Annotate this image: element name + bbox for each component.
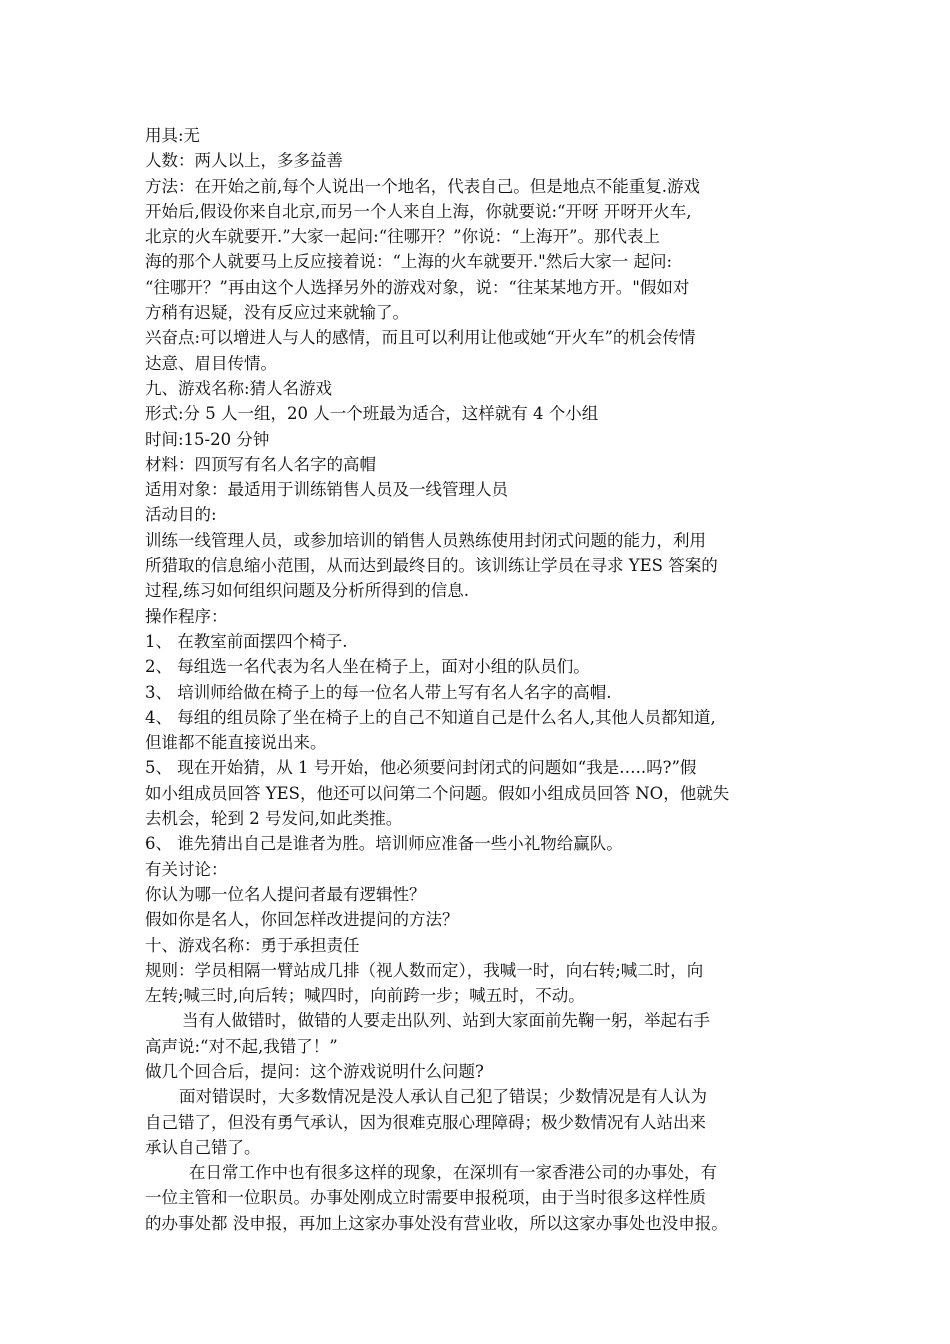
text-line: 有关讨论： <box>145 859 228 879</box>
list-item: 4、 每组的组员除了坐在椅子上的自己不知道自己是什么名人,其他人员都知道, <box>145 707 716 727</box>
text-line: 人数：两人以上，多多益善 <box>145 151 343 171</box>
text-line: 方稍有迟疑，没有反应过来就输了。 <box>145 303 409 323</box>
text-line: 如小组成员回答 YES，他还可以问第二个问题。假如小组成员回答 NO，他就失 <box>145 783 730 803</box>
text-line: 假如你是名人，你回怎样改进提问的方法？ <box>145 910 459 930</box>
text-line: 活动目的: <box>145 505 217 525</box>
list-item: 1、 在教室前面摆四个椅子. <box>145 631 348 651</box>
text-line: 一位主管和一位职员。办事处刚成立时需要申报税项，由于当时很多这样性质 <box>145 1188 706 1208</box>
text-line: 承认自己错了。 <box>145 1137 261 1157</box>
list-item: 2、 每组选一名代表为名人坐在椅子上，面对小组的队员们。 <box>145 657 590 677</box>
text-line: 达意、眉目传情。 <box>145 353 277 373</box>
document-body <box>145 123 825 1236</box>
text-line: 方法：在开始之前,每个人说出一个地名，代表自己。但是地点不能重复.游戏 <box>145 176 700 196</box>
paragraph-start: 面对错误时，大多数情况是没人承认自己犯了错误；少数情况是有人认为 <box>179 1087 707 1107</box>
text-line: 开始后,假设你来自北京,而另一个人来自上海，你就要说:“开呀 开呀开火车, <box>145 201 692 221</box>
text-line: 适用对象：最适用于训练销售人员及一线管理人员 <box>145 480 508 500</box>
text-line: 的办事处都 没申报，再加上这家办事处没有营业收，所以这家办事处也没申报。 <box>145 1213 728 1233</box>
list-item: 3、 培训师给做在椅子上的每一位名人带上写有名人名字的高帽. <box>145 682 612 702</box>
text-line: 规则：学员相隔一臂站成几排（视人数而定），我喊一时，向右转;喊二时，向 <box>145 960 704 980</box>
text-line: 但谁都不能直接说出来。 <box>145 733 327 753</box>
text-line: 所猎取的信息缩小范围，从而达到最终目的。该训练让学员在寻求 YES 答案的 <box>145 556 718 576</box>
paragraph-start: 当有人做错时，做错的人要走出队列、站到大家面前先鞠一躬，举起右手 <box>182 1011 710 1031</box>
section-heading: 十、游戏名称：勇于承担责任 <box>145 935 360 955</box>
text-line: 海的那个人就要马上反应接着说：“上海的火车就要开."然后大家一 起问: <box>145 252 673 272</box>
text-line: 自己错了，但没有勇气承认，因为很难克服心理障碍；极少数情况有人站出来 <box>145 1112 706 1132</box>
text-line: 操作程序： <box>145 606 228 626</box>
text-line: 左转;喊三时,向后转；喊四时，向前跨一步；喊五时，不动。 <box>145 986 585 1006</box>
list-item: 6、 谁先猜出自己是谁者为胜。培训师应准备一些小礼物给赢队。 <box>145 834 623 854</box>
text-line: 去机会，轮到 2 号发问,如此类推。 <box>145 809 403 829</box>
text-line: 北京的火车就要开.”大家一起问:“往哪开？”你说：“上海开”。那代表上 <box>145 227 660 247</box>
text-line: 过程,练习如何组织问题及分析所得到的信息. <box>145 581 469 601</box>
text-line: 形式:分 5 人一组，20 人一个班最为适合，这样就有 4 个小组 <box>145 404 599 424</box>
text-line: 做几个回合后，提问：这个游戏说明什么问题? <box>145 1061 484 1081</box>
text-line: “往哪开？”再由这个人选择另外的游戏对象，说：“往某某地方开。"假如对 <box>145 277 690 297</box>
text-line: 时间:15-20 分钟 <box>145 429 270 449</box>
text-line: 用具:无 <box>145 126 201 145</box>
paragraph-start: 在日常工作中也有很多这样的现象，在深圳有一家香港公司的办事处，有 <box>189 1163 717 1183</box>
text-line: 材料：四顶写有名人名字的高帽 <box>145 454 376 474</box>
section-heading: 九、游戏名称:猜人名游戏 <box>145 378 333 398</box>
text-line: 训练一线管理人员，或参加培训的销售人员熟练使用封闭式问题的能力，利用 <box>145 530 706 550</box>
list-item: 5、 现在开始猜，从 1 号开始，他必须要问封闭式的问题如“我是…..吗?”假 <box>145 758 697 778</box>
text-line: 你认为哪一位名人提问者最有逻辑性？ <box>145 884 426 904</box>
text-line: 高声说:“对不起,我错了！” <box>145 1036 338 1056</box>
text-line: 兴奋点:可以增进人与人的感情，而且可以利用让他或她“开火车”的机会传情 <box>145 328 696 348</box>
